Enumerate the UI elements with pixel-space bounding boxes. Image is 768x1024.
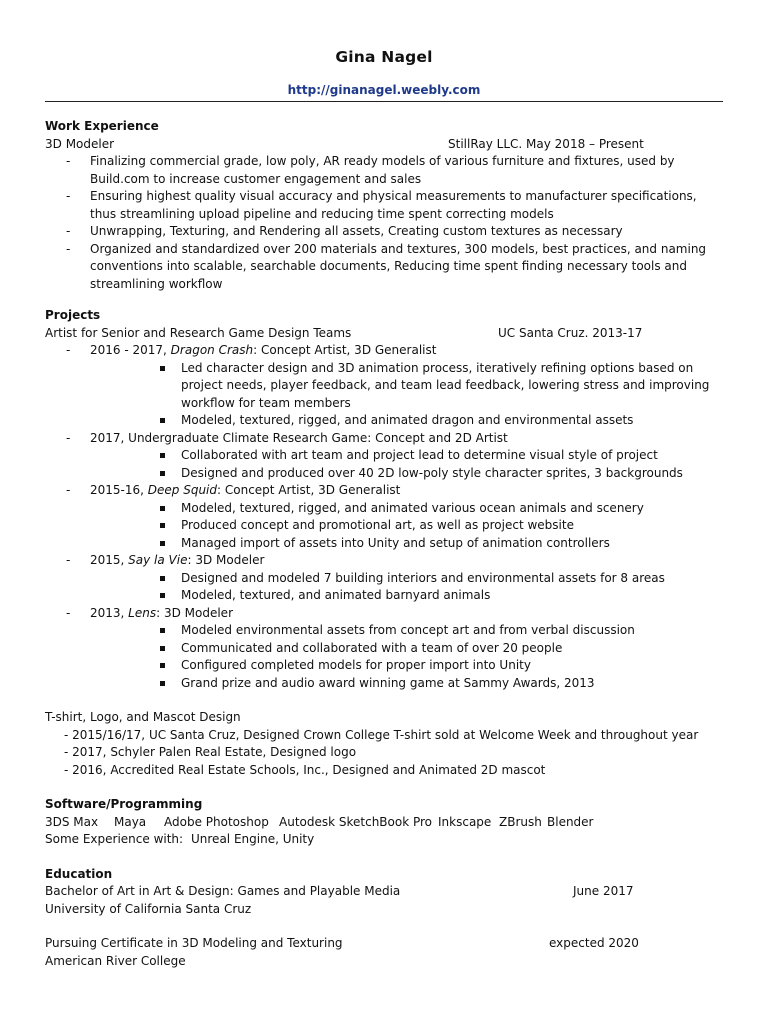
education-degree: Pursuing Certificate in 3D Modeling and Texturing (45, 936, 343, 950)
candidate-name: Gina Nagel (335, 48, 433, 66)
project-item: - 2013, Lens: 3D Modeler Modeled environmental assets from concept art and from verbal discussion Communicated and collaborated with a team of over 20 people Configured completed models for proper import into Unity Grand prize and audio award winning game at Sammy Awards, 2013 (45, 605, 725, 693)
list-item: - Unwrapping, Texturing, and Rendering all assets, Creating custom textures as necessary (66, 224, 623, 238)
education-date: expected 2020 (549, 936, 639, 950)
education-degree-row (45, 883, 725, 901)
list-item: - Organized and standardized over 200 materials and textures, 300 models, best practices, and naming conventions into scalable, searchable documents, Reducing time spent finding necessary tools and streamlining workflow (66, 241, 707, 291)
header-divider (45, 101, 723, 102)
list-item: Modeled environmental assets from concept art and from verbal discussion (45, 622, 725, 640)
education-degree-row (45, 935, 725, 953)
education-heading: Education (45, 866, 113, 881)
list-item: Grand prize and audio award winning game at Sammy Awards, 2013 (45, 675, 725, 693)
list-item: Led character design and 3D animation process, iteratively refining options based on project needs, player feedback, and team lead feedback, lowering stress and improving workflow for team members (45, 360, 725, 413)
education-degree: Bachelor of Art in Art & Design: Games and Playable Media (45, 884, 401, 898)
work-title-row (45, 136, 725, 154)
tshirt-item: - 2016, Accredited Real Estate Schools, Inc., Designed and Animated 2D mascot (64, 762, 546, 777)
list-item: Modeled, textured, and animated barnyard animals (45, 587, 725, 605)
project-item: - 2017, Undergraduate Climate Research Game: Concept and 2D Artist Collaborated with art team and project lead to determine visual style of project Designed and produced over 40 2D low-poly style character sprites, 3 backgrounds (45, 430, 725, 483)
list-item: Modeled, textured, rigged, and animated various ocean animals and scenery (45, 500, 725, 518)
project-item: - 2016 - 2017, Dragon Crash: Concept Artist, 3D Generalist Led character design and 3D animation process, iteratively refining options based on project needs, player feedback, and team lead feedback, lowering stress and improving workflow for team members Modeled, textured, rigged, and animated dragon and environmental assets (45, 342, 725, 430)
list-item: Produced concept and promotional art, as well as project website (45, 517, 725, 535)
software-heading: Software/Programming (45, 797, 203, 811)
projects-org: UC Santa Cruz. 2013-17 (498, 325, 643, 340)
work-title: 3D Modeler (45, 136, 115, 151)
project-item: - 2015, Say la Vie: 3D Modeler Designed and modeled 7 building interiors and environmental assets for 8 areas Modeled, textured, and animated barnyard animals (45, 552, 725, 605)
software-some-value: Unreal Engine, Unity (191, 832, 315, 846)
work-bullets (45, 153, 725, 293)
projects-role: Artist for Senior and Research Game Design Teams (45, 325, 352, 340)
software-tool: Blender (547, 814, 594, 829)
work-heading: Work Experience (45, 119, 159, 133)
list-item: Configured completed models for proper import into Unity (45, 657, 725, 675)
projects-role-row (45, 325, 725, 343)
resume-body (45, 118, 725, 970)
tshirt-heading: T-shirt, Logo, and Mascot Design (45, 710, 241, 724)
list-item: Modeled, textured, rigged, and animated dragon and environmental assets (45, 412, 725, 430)
portfolio-link[interactable]: http://ginanagel.weebly.com (287, 83, 481, 97)
list-item: Designed and produced over 40 2D low-poly style character sprites, 3 backgrounds (45, 465, 725, 483)
list-item: - Finalizing commercial grade, low poly, AR ready models of various furniture and fixtures, used by Build.com to increase customer engagement and sales (66, 154, 675, 186)
list-item: Managed import of assets into Unity and setup of animation controllers (45, 535, 725, 553)
tshirt-item: - 2017, Schyler Palen Real Estate, Designed logo (64, 745, 357, 759)
software-some-row (45, 831, 725, 849)
education-school: University of California Santa Cruz (45, 901, 252, 916)
software-tool: Maya (114, 814, 147, 829)
software-tool: Adobe Photoshop (164, 814, 269, 829)
education-date: June 2017 (573, 884, 634, 898)
software-some-label: Some Experience with: (45, 832, 184, 846)
education-school: American River College (45, 953, 186, 968)
software-tools-row (45, 814, 725, 832)
project-game: Dragon Crash (170, 343, 254, 357)
list-item: Designed and modeled 7 building interiors and environmental assets for 8 areas (45, 570, 725, 588)
tshirt-item: - 2015/16/17, UC Santa Cruz, Designed Crown College T-shirt sold at Welcome Week and throughout year (64, 727, 699, 742)
software-tool: Inkscape (438, 814, 492, 829)
software-tool: ZBrush (499, 814, 542, 829)
project-item: - 2015-16, Deep Squid: Concept Artist, 3D Generalist Modeled, textured, rigged, and animated various ocean animals and scenery Produced concept and promotional art, as well as project website Managed import of assets into Unity and setup of animation controllers (45, 482, 725, 552)
project-game: Say la Vie (128, 553, 188, 567)
project-game: Lens (128, 605, 157, 620)
project-game: Deep Squid (147, 483, 218, 497)
software-tool: Autodesk SketchBook Pro (279, 814, 433, 829)
work-employer: StillRay LLC. May 2018 – Present (448, 136, 644, 151)
list-item: - Ensuring highest quality visual accuracy and physical measurements to manufacturer specifications, thus streamlining upload pipeline and reducing time spent correcting models (66, 189, 697, 221)
list-item: Collaborated with art team and project lead to determine visual style of project (45, 447, 725, 465)
project-list (45, 342, 725, 692)
software-tool: 3DS Max (45, 814, 99, 829)
projects-heading: Projects (45, 308, 101, 322)
list-item: Communicated and collaborated with a team of over 20 people (45, 640, 725, 658)
